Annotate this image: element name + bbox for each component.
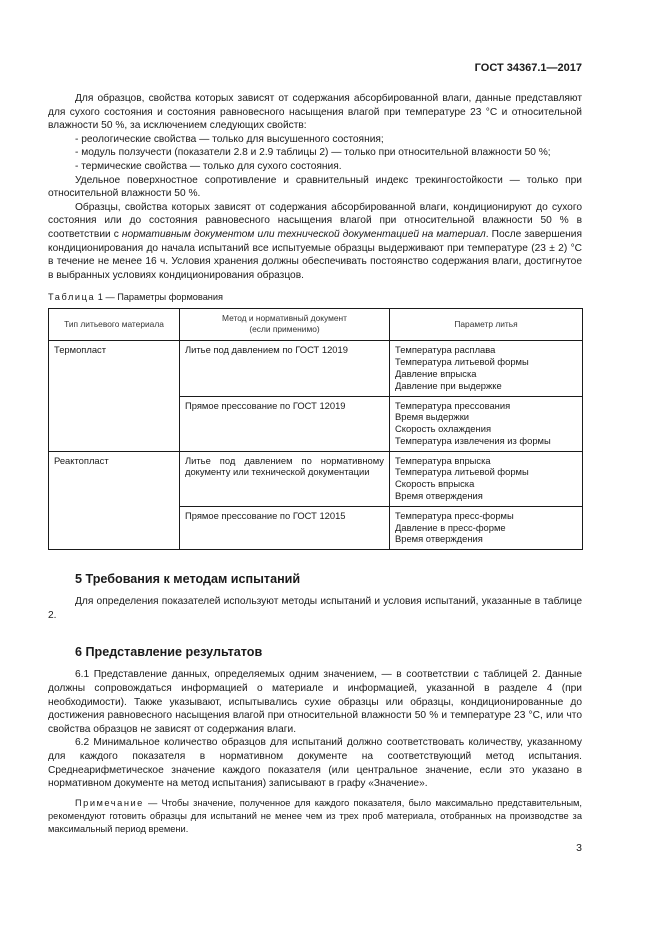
header-parameter: Параметр литья [390,309,583,341]
material-cell: Реактопласт [49,451,180,550]
params-cell [390,506,583,549]
param-item: Давление при выдержке [395,379,502,391]
note-paragraph [48,797,582,836]
param-item: Время выдержки [395,411,470,423]
param-item: Время отверждения [395,533,483,545]
list-item: - реологические свойства — только для высушенного состояния; [75,133,384,145]
page-content [48,92,582,836]
header-method-line: (если применимо) [249,324,320,335]
param-item: Давление в пресс-форме [395,521,506,533]
method-cell: Прямое прессование по ГОСТ 12015 [180,506,390,549]
intro-paragraph-3 [48,201,582,283]
table-row [49,341,583,396]
exception-list [48,133,582,174]
param-item: Температура пресс-формы [395,509,514,521]
table-row [49,451,583,506]
method-cell: Литье под давлением по ГОСТ 12019 [180,341,390,396]
document-header: ГОСТ 34367.1—2017 [474,62,582,74]
paragraph-text: Образцы, свойства которых зависят от содержания абсорбированной влаги, кондиционируют до сухого состояния или до состояния равновесного насыщения влагой при относительной влажности 50 % в соответствии с [48,201,582,240]
header-material-type: Тип литьевого материала [49,309,180,341]
header-method [180,309,390,341]
paragraph-text: . После завершения кондиционирования до начала испытаний все испытуемые образцы выдерживают при температуре (23 ± 2) °С в течение не менее 16 ч. Условия хранения должны обеспечивать постоянство содержания влаги, достигнутое в выбранных условиях кондиционирования образцов. [48,228,582,281]
section-6-heading: 6 Представление результатов [75,645,263,660]
table-header-row [49,309,583,341]
param-item: Температура литьевой формы [395,356,529,368]
caption-title: 1 — Параметры формования [95,292,223,303]
note-text: — Чтобы значение, полученное для каждого показателя, было максимально представительным, рекомендуют готовить образцы для испытаний не менее чем из трех проб материала, отобранных на производстве за максимальный период времени. [48,797,582,834]
list-item: - модуль ползучести (показатели 2.8 и 2.9 таблицы 2) — только при относительной влажности 50 %; [75,147,551,159]
params-cell [390,396,583,451]
list-item: - термические свойства — только для сухого состояния. [75,160,342,172]
params-cell [390,451,583,506]
page-number: 3 [576,842,582,854]
molding-parameters-table [48,308,583,550]
param-item: Температура впрыска [395,454,491,466]
section-5-paragraph: Для определения показателей используют методы испытаний и условия испытаний, указанные в таблице 2. [48,596,582,621]
param-item: Давление впрыска [395,367,477,379]
note-label: Примечание [75,797,144,808]
material-cell: Термопласт [49,341,180,451]
method-cell: Прямое прессование по ГОСТ 12019 [180,396,390,451]
method-cell: Литье под давлением по нормативному документу или технической документации [180,451,390,506]
param-item: Время отверждения [395,490,483,502]
intro-paragraph-1: Для образцов, свойства которых зависят от содержания абсорбированной влаги, данные представляют для сухого состояния и состояния равновесного насыщения влагой при температуре 23 °С и относительной влажности 50 %, за исключением следующих свойств: [48,93,582,132]
param-item: Температура прессования [395,399,511,411]
intro-paragraph-2: Удельное поверхностное сопротивление и сравнительный индекс трекингостойкости — только при относительной влажности 50 %. [48,174,582,200]
param-item: Скорость охлаждения [395,423,492,435]
params-cell [390,341,583,396]
section-6-1-paragraph: 6.1 Представление данных, определяемых одним значением, — в соответствии с таблицей 2. Данные должны сопровождаться информацией о материале и информацией, указанной в разделе 4 (при необходимости). Также указывают, испытывались сухие образцы или образцы, кондиционированные до достижения равновесного насыщения влагой при относительной влажности 50 % и температуре 23 °С, или что свойства образцов не зависят от содержания влаги. [48,669,582,735]
header-method-line: Метод и нормативный документ [222,313,347,324]
caption-word: Таблица [48,292,96,303]
param-item: Скорость впрыска [395,478,475,490]
section-6-2-paragraph: 6.2 Минимальное количество образцов для испытаний должно соответствовать количеству, указанному для каждого показателя в нормативном документе на соответствующий метод испытания. Среднеарифметическое значение каждого показателя (или центральное значение, если это указано в нормативном документе на метод испытания) записывают в графу «Значение». [48,737,582,790]
table-caption [48,292,582,302]
param-item: Температура литьевой формы [395,466,529,478]
param-item: Температура извлечения из формы [395,434,551,446]
emphasized-text: нормативным документом или технической документацией на материал [121,228,486,240]
section-5-heading: 5 Требования к методам испытаний [75,572,301,587]
param-item: Температура расплава [395,344,496,356]
